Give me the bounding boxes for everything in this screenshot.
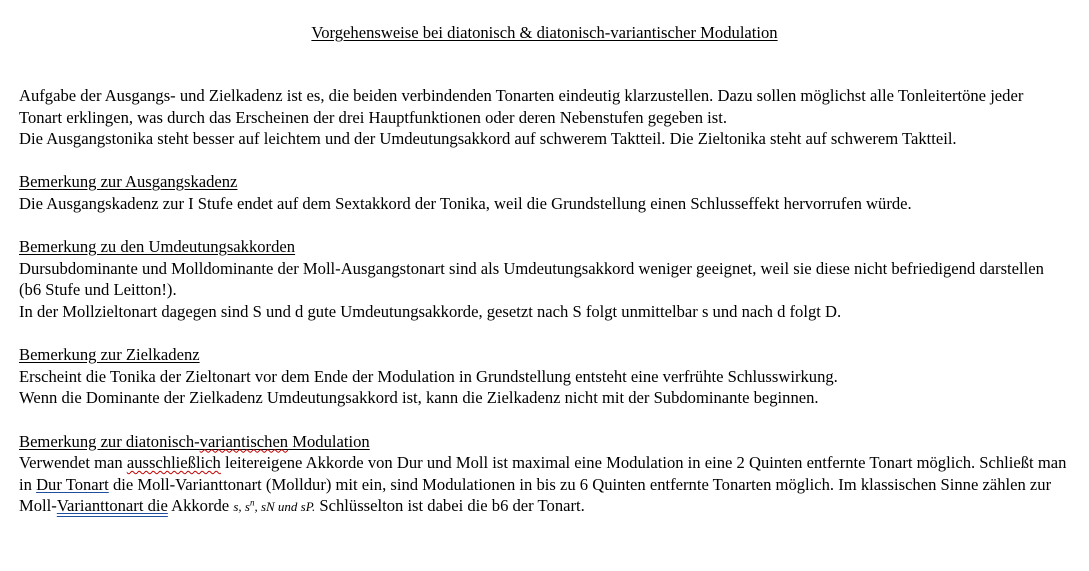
spellcheck-word: ausschließlich — [126, 453, 221, 473]
section-umdeutungsakkorde — [19, 236, 1069, 322]
section-text-diatonisch-variantisch: Verwendet man ausschließlich leitereigene Akkorde von Dur und Moll ist maximal eine Modulation in eine 2 Quinten entfernte Tonart möglich. Schließt man in Dur Tonart die Moll-Varianttonart (Molldur) mit ein, sind Modulationen in bis zu 6 Quinten entfernte Tonarten möglich. Im klassischen Sinne zählen zur Moll-Varianttonart die Akkorde s, $s^n$, sN und sP. Schlüsselton ist dabei die b6 der Tonart. — [19, 453, 1067, 516]
section-text-umdeutungsakkorde-2: In der Mollzieltonart dagegen sind S und d gute Umdeutungsakkorde, gesetzt nach S folgt unmittelbar s und nach d folgt D. — [19, 301, 842, 321]
section-text-zielkadenz-1: Erscheint die Tonika der Zieltonart vor dem Ende der Modulation in Grundstellung entsteht eine verfrühte Schlusswirkung. — [19, 366, 838, 386]
section-text-ausgangskadenz: Die Ausgangskadenz zur I Stufe endet auf dem Sextakkord der Tonika, weil die Grundstellung einen Schlusseffekt hervorrufen würde. — [19, 193, 912, 213]
section-diatonisch-variantisch — [19, 431, 1069, 518]
section-text-umdeutungsakkorde-1: Dursubdominante und Molldominante der Moll-Ausgangstonart sind als Umdeutungsakkord weniger geeignet, weil sie diese nicht befriedigend darstellen (b6 Stufe und Leitton!). — [19, 258, 1044, 300]
section-text-zielkadenz-2: Wenn die Dominante der Zielkadenz Umdeutungsakkord ist, kann die Zielkadenz nicht mit der Subdominante beginnen. — [19, 388, 819, 408]
document-title: Vorgehensweise bei diatonisch & diatonisch-variantischer Modulation — [311, 23, 778, 42]
intro-text-1: Aufgabe der Ausgangs- und Zielkadenz ist es, die beiden verbindenden Tonarten eindeutig klarzustellen. Dazu sollen möglichst alle Tonleitertöne jeder Tonart erklingen, was durch das Erscheinen der drei Hauptfunktionen oder deren Nebenstufen gegeben ist. — [19, 86, 1024, 127]
section-zielkadenz — [19, 344, 1069, 409]
section-heading-zielkadenz: Bemerkung zur Zielkadenz — [19, 345, 200, 365]
intro-text-2: Die Ausgangstonika steht besser auf leichtem und der Umdeutungsakkord auf schwerem Taktteil. Die Zieltonika steht auf schwerem Taktteil. — [19, 129, 957, 149]
section-heading-ausgangskadenz: Bemerkung zur Ausgangskadenz — [19, 172, 238, 192]
section-ausgangskadenz — [19, 171, 1069, 214]
section-heading-diatonisch-variantisch: Bemerkung zur diatonisch-variantischen Modulation — [19, 431, 370, 451]
section-heading-umdeutungsakkorde: Bemerkung zu den Umdeutungsakkorden — [19, 237, 296, 257]
grammar-mark-varianttonart: Varianttonart die — [56, 496, 168, 516]
chord-symbols: s, $s^n$, sN und sP. — [233, 497, 316, 515]
document-body — [19, 85, 1069, 518]
intro-paragraph — [19, 85, 1069, 150]
grammar-mark-dur-tonart: Dur Tonart — [36, 474, 109, 494]
